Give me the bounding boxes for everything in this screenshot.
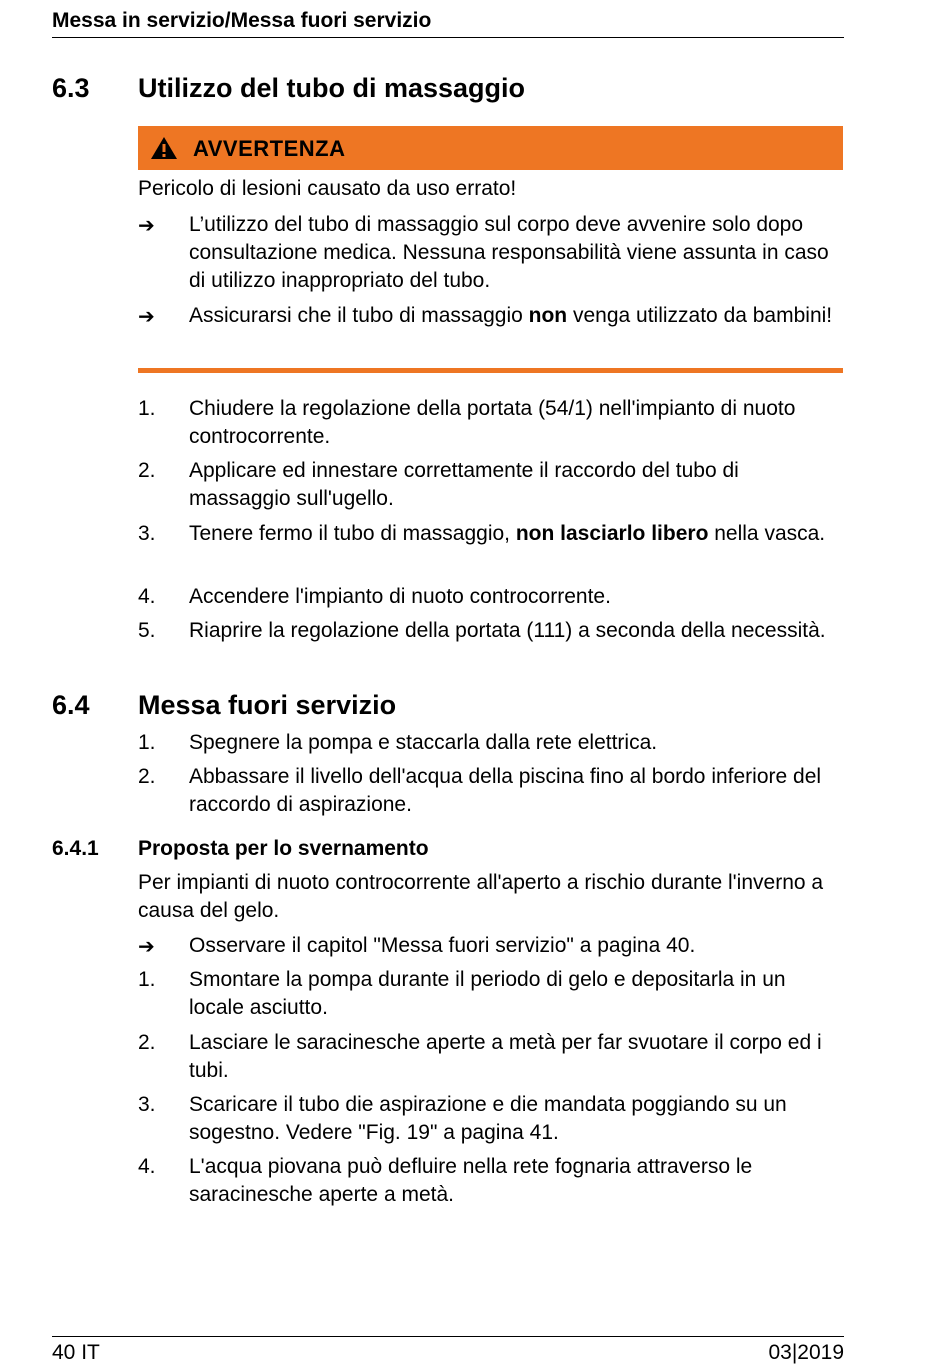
- step-number: 3.: [138, 1093, 156, 1116]
- step-number: 3.: [138, 522, 156, 545]
- step-text: Spegnere la pompa e staccarla dalla rete elettrica.: [189, 731, 658, 754]
- step-number: 1.: [138, 397, 156, 420]
- step-number: 2.: [138, 765, 156, 788]
- step-text: Smontare la pompa durante il periodo di gelo e depositarla in un locale asciutto.: [189, 968, 786, 1019]
- warning-triangle-icon: [150, 136, 178, 160]
- section-title: Utilizzo del tubo di massaggio: [138, 73, 526, 103]
- emphasis: non lasciarlo libero: [515, 522, 709, 545]
- document-date: 03|2019: [768, 1341, 844, 1364]
- warning-intro: Pericolo di lesioni causato da uso errato!: [138, 177, 517, 200]
- arrow-right-icon: ➔: [138, 934, 155, 958]
- footer-rule: [52, 1336, 844, 1337]
- step-number: 4.: [138, 585, 156, 608]
- running-header: Messa in servizio/Messa fuori servizio: [52, 8, 844, 38]
- note-text: Osservare il capitol "Messa fuori servizio" a pagina 40.: [189, 934, 696, 957]
- section-number: 6.4: [52, 690, 90, 720]
- step-number: 1.: [138, 731, 156, 754]
- arrow-right-icon: ➔: [138, 213, 155, 237]
- step-number: 1.: [138, 968, 156, 991]
- step-text: Lasciare le saracinesche aperte a metà per far svuotare il corpo ed i tubi.: [189, 1031, 822, 1082]
- section-title: Messa fuori servizio: [138, 690, 397, 720]
- warning-end-rule: [138, 368, 843, 373]
- step-text: Scaricare il tubo die aspirazione e die mandata poggiando su un sogestno. Vedere "Fig. 19" a pagina 41.: [189, 1093, 787, 1144]
- page-number: 40 IT: [52, 1341, 100, 1364]
- step-number: 4.: [138, 1155, 156, 1178]
- step-number: 2.: [138, 459, 156, 482]
- step-text: L'acqua piovana può defluire nella rete fognaria attraverso le saracinesche aperte a metà.: [189, 1155, 753, 1206]
- step-text: Accendere l'impianto di nuoto controcorrente.: [189, 585, 611, 608]
- warning-banner: [138, 126, 843, 170]
- step-number: 5.: [138, 619, 156, 642]
- arrow-right-icon: ➔: [138, 304, 155, 328]
- step-number: 2.: [138, 1031, 156, 1054]
- warning-label: AVVERTENZA: [193, 136, 346, 161]
- step-text: Tenere fermo il tubo di massaggio, non lasciarlo libero nella vasca.: [189, 522, 826, 545]
- step-text: Applicare ed innestare correttamente il raccordo del tubo di massaggio sull'ugello.: [189, 459, 739, 510]
- step-text: Chiudere la regolazione della portata (54/1) nell'impianto di nuoto controcorrente.: [189, 397, 796, 448]
- section-number: 6.3: [52, 73, 90, 103]
- subsection-number: 6.4.1: [52, 837, 99, 860]
- emphasis: non: [528, 304, 568, 327]
- warning-item-text: L’utilizzo del tubo di massaggio sul corpo deve avvenire solo dopo consultazione medica. Nessuna responsabilità viene assunta in caso di utilizzo inappropriato del tubo.: [189, 213, 829, 292]
- step-text: Abbassare il livello dell'acqua della piscina fino al bordo inferiore del raccordo di aspirazione.: [189, 765, 822, 816]
- step-text: Riaprire la regolazione della portata (111) a seconda della necessità.: [189, 619, 826, 642]
- subsection-title: Proposta per lo svernamento: [138, 837, 429, 860]
- warning-item-text: Assicurarsi che il tubo di massaggio non venga utilizzato da bambini!: [189, 304, 833, 327]
- subsection-intro: Per impianti di nuoto controcorrente all'aperto a rischio durante l'inverno a causa del gelo.: [138, 871, 824, 922]
